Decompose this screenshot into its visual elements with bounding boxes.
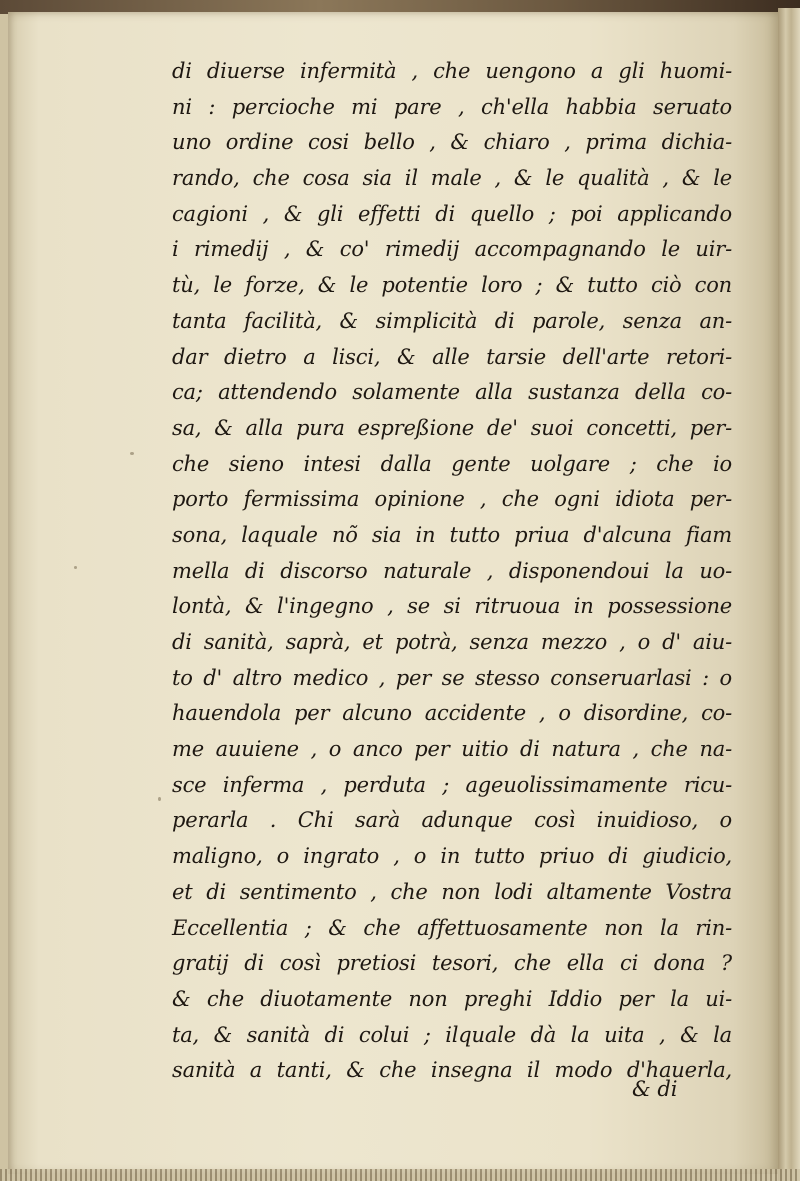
- text-line: & che diuotamente non preghi Iddio per la ui-: [172, 986, 732, 1011]
- text-line: hauendola per alcuno accidente , o disordine, co-: [172, 701, 732, 726]
- text-line: tù, le forze, & le potentie loro ; & tutto ciò con: [172, 273, 732, 298]
- text-line: lontà, & l'ingegno , se si ritruoua in possessione: [172, 594, 732, 619]
- text-line: cagioni , & gli effetti di quello ; poi applicando: [172, 201, 732, 226]
- text-line: rando, che cosa sia il male , & le qualità , & le: [172, 166, 732, 191]
- text-line: dar dietro a lisci, & alle tarsie dell'arte retori-: [172, 344, 732, 369]
- text-line: sce inferma , perduta ; ageuolissimamente ricu-: [172, 772, 732, 797]
- text-line: maligno, o ingrato , o in tutto priuo di giudicio,: [172, 844, 732, 869]
- text-line: i rimedij , & co' rimedij accompagnando le uir-: [172, 237, 732, 262]
- text-line: ni : percioche mi pare , ch'ella habbia seruato: [172, 94, 732, 119]
- paper-speck: [158, 797, 161, 801]
- paper-speck: [130, 452, 134, 455]
- text-line: uno ordine cosi bello , & chiaro , prima dichia-: [172, 130, 732, 155]
- page-bottom-edge: [0, 1169, 800, 1181]
- text-line: porto fermissima opinione , che ogni idiota per-: [172, 487, 732, 512]
- text-line: di sanità, saprà, et potrà, senza mezzo , o d' aiu-: [172, 630, 732, 654]
- text-line: sa, & alla pura espreßione de' suoi concetti, per-: [172, 415, 732, 440]
- text-line: sona, laquale nõ sia in tutto priua d'alcuna fiam: [172, 522, 732, 547]
- text-line: perarla . Chi sarà adunque così inuidioso, o: [172, 808, 732, 833]
- text-line: Eccellentia ; & che affettuosamente non la rin-: [172, 915, 732, 940]
- text-line: me auuiene , o anco per uitio di natura , che na-: [172, 737, 732, 762]
- catchword: & di: [632, 1077, 678, 1101]
- body-text: [172, 54, 732, 1089]
- text-line: to d' altro medico , per se stesso conseruarlasi : o: [172, 665, 732, 690]
- text-line: gratij di così pretiosi tesori, che ella ci dona ?: [172, 951, 732, 976]
- text-line: che sieno intesi dalla gente uolgare ; che io: [172, 451, 732, 476]
- text-line: di diuerse infermità , che uengono a gli huomi-: [172, 59, 732, 83]
- text-line: et di sentimento , che non lodi altamente Vostra: [172, 879, 732, 904]
- text-line: ca; attendendo solamente alla sustanza della co-: [172, 380, 732, 405]
- text-line: tanta facilità, & simplicità di parole, senza an-: [172, 308, 732, 333]
- paper-speck: [74, 566, 77, 569]
- page-stack-edge: [778, 8, 800, 1181]
- text-line: ta, & sanità di colui ; ilquale dà la uita , & la: [172, 1022, 732, 1047]
- text-line: mella di discorso naturale , disponendoui la uo-: [172, 558, 732, 583]
- text-line: sanità a tanti, & che insegna il modo d'hauerla,: [172, 1058, 732, 1083]
